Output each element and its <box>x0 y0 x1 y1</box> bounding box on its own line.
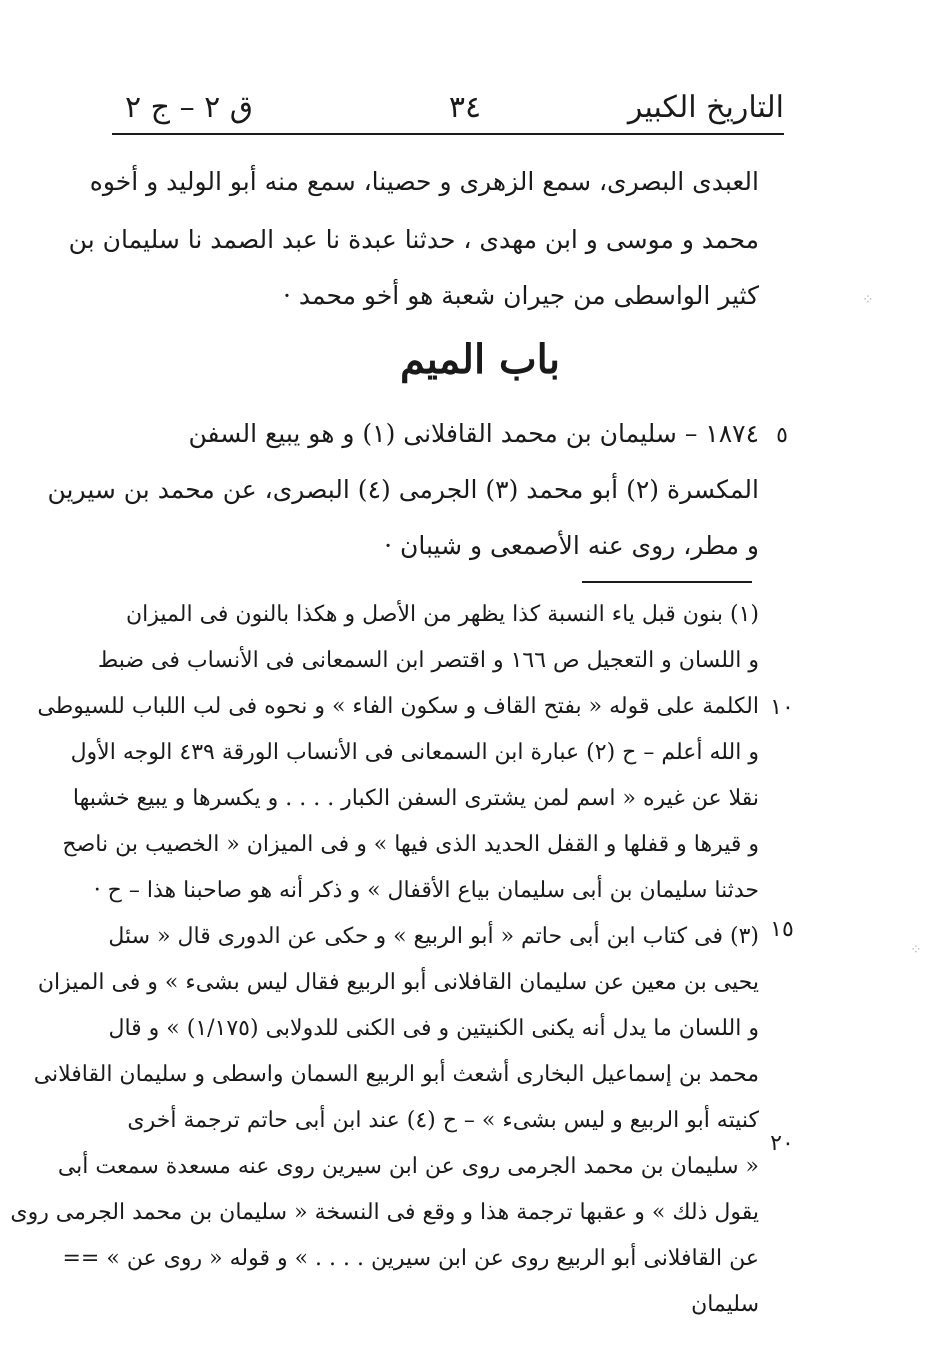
entry-line: المكسرة (٢) أبو محمد (٣) الجرمى (٤) البصرى، عن محمد بن سيرين <box>47 475 759 504</box>
line-number: ١٥ <box>770 917 794 942</box>
running-title: التاريخ الكبير <box>627 90 784 125</box>
volume-reference: ق ٢ – ج ٢ <box>125 90 254 125</box>
line-number: ١٠ <box>770 695 794 720</box>
footnote-line: يقول ذلك » و عقبها ترجمة هذا و وقع فى النسخة « سليمان بن محمد الجرمى روى <box>10 1200 759 1225</box>
footnote-line: حدثنا سليمان بن أبى سليمان بياع الأقفال » و ذكر أنه هو صاحبنا هذا – ح · <box>93 878 759 903</box>
header-rule <box>112 133 784 135</box>
body-line: كثير الواسطى من جيران شعبة هو أخو محمد · <box>282 281 759 310</box>
speck-mark: ⁘ <box>862 292 874 308</box>
footnote-line: و اللسان ما يدل أنه يكنى الكنيتين و فى الكنى للدولابى (١/١٧٥) » و قال <box>108 1016 759 1041</box>
line-number: ٢٠ <box>770 1131 794 1156</box>
entry-line: ١٨٧٤ – سليمان بن محمد القافلانى (١) و هو يبيع السفن <box>188 419 759 448</box>
footnote-separator <box>582 581 752 583</box>
footnote-line: (٣) فى كتاب ابن أبى حاتم « أبو الربيع » و حكى عن الدورى قال « سئل <box>108 924 759 949</box>
footnote-line: كنيته أبو الربيع و ليس بشىء » – ح (٤) عند ابن أبى حاتم ترجمة أخرى <box>127 1108 759 1133</box>
footnote-line: و اللسان و التعجيل ص ١٦٦ و اقتصر ابن السمعانى فى الأنساب فى ضبط <box>97 648 759 673</box>
footnote-line: نقلا عن غيره « اسم لمن يشترى السفن الكبار . . . . و يكسرها و يبيع خشبها <box>72 786 759 811</box>
footnote-line: يحيى بن معين عن سليمان القافلانى أبو الربيع فقال ليس بشىء » و فى الميزان <box>37 970 759 995</box>
line-number: ٥ <box>776 423 788 448</box>
entry-line: و مطر، روى عنه الأصمعى و شيبان · <box>384 531 759 560</box>
footnote-line: الكلمة على قوله « بفتح القاف و سكون الفاء » و نحوه فى لب اللباب للسيوطى <box>37 694 759 719</box>
body-line: العبدى البصرى، سمع الزهرى و حصينا، سمع منه أبو الوليد و أخوه <box>89 167 759 196</box>
section-title: باب الميم <box>399 336 561 383</box>
body-line: محمد و موسى و ابن مهدى ، حدثنا عبدة نا عبد الصمد نا سليمان بن <box>68 225 759 254</box>
page-number: ٣٤ <box>448 90 482 125</box>
footnote-line: و قيرها و قفلها و القفل الحديد الذى فيها » و فى الميزان « الخصيب بن ناصح <box>62 832 759 857</box>
footnote-line: « سليمان بن محمد الجرمى روى عن ابن سيرين روى عنه مسعدة سمعت أبى <box>57 1154 759 1179</box>
footnote-line: سليمان <box>691 1292 759 1317</box>
footnote-line: محمد بن إسماعيل البخارى أشعث أبو الربيع السمان واسطى و سليمان القافلانى <box>33 1062 759 1087</box>
footnote-line: (١) بنون قبل ياء النسبة كذا يظهر من الأصل و هكذا بالنون فى الميزان <box>126 602 759 627</box>
footnote-line: عن القافلانى أبو الربيع روى عن ابن سيرين . . . . » و قوله « روى عن » == <box>62 1246 759 1271</box>
speck-mark: ⁘ <box>910 942 922 958</box>
footnote-line: و الله أعلم – ح (٢) عبارة ابن السمعانى فى الأنساب الورقة ٤٣٩ الوجه الأول <box>70 740 759 765</box>
